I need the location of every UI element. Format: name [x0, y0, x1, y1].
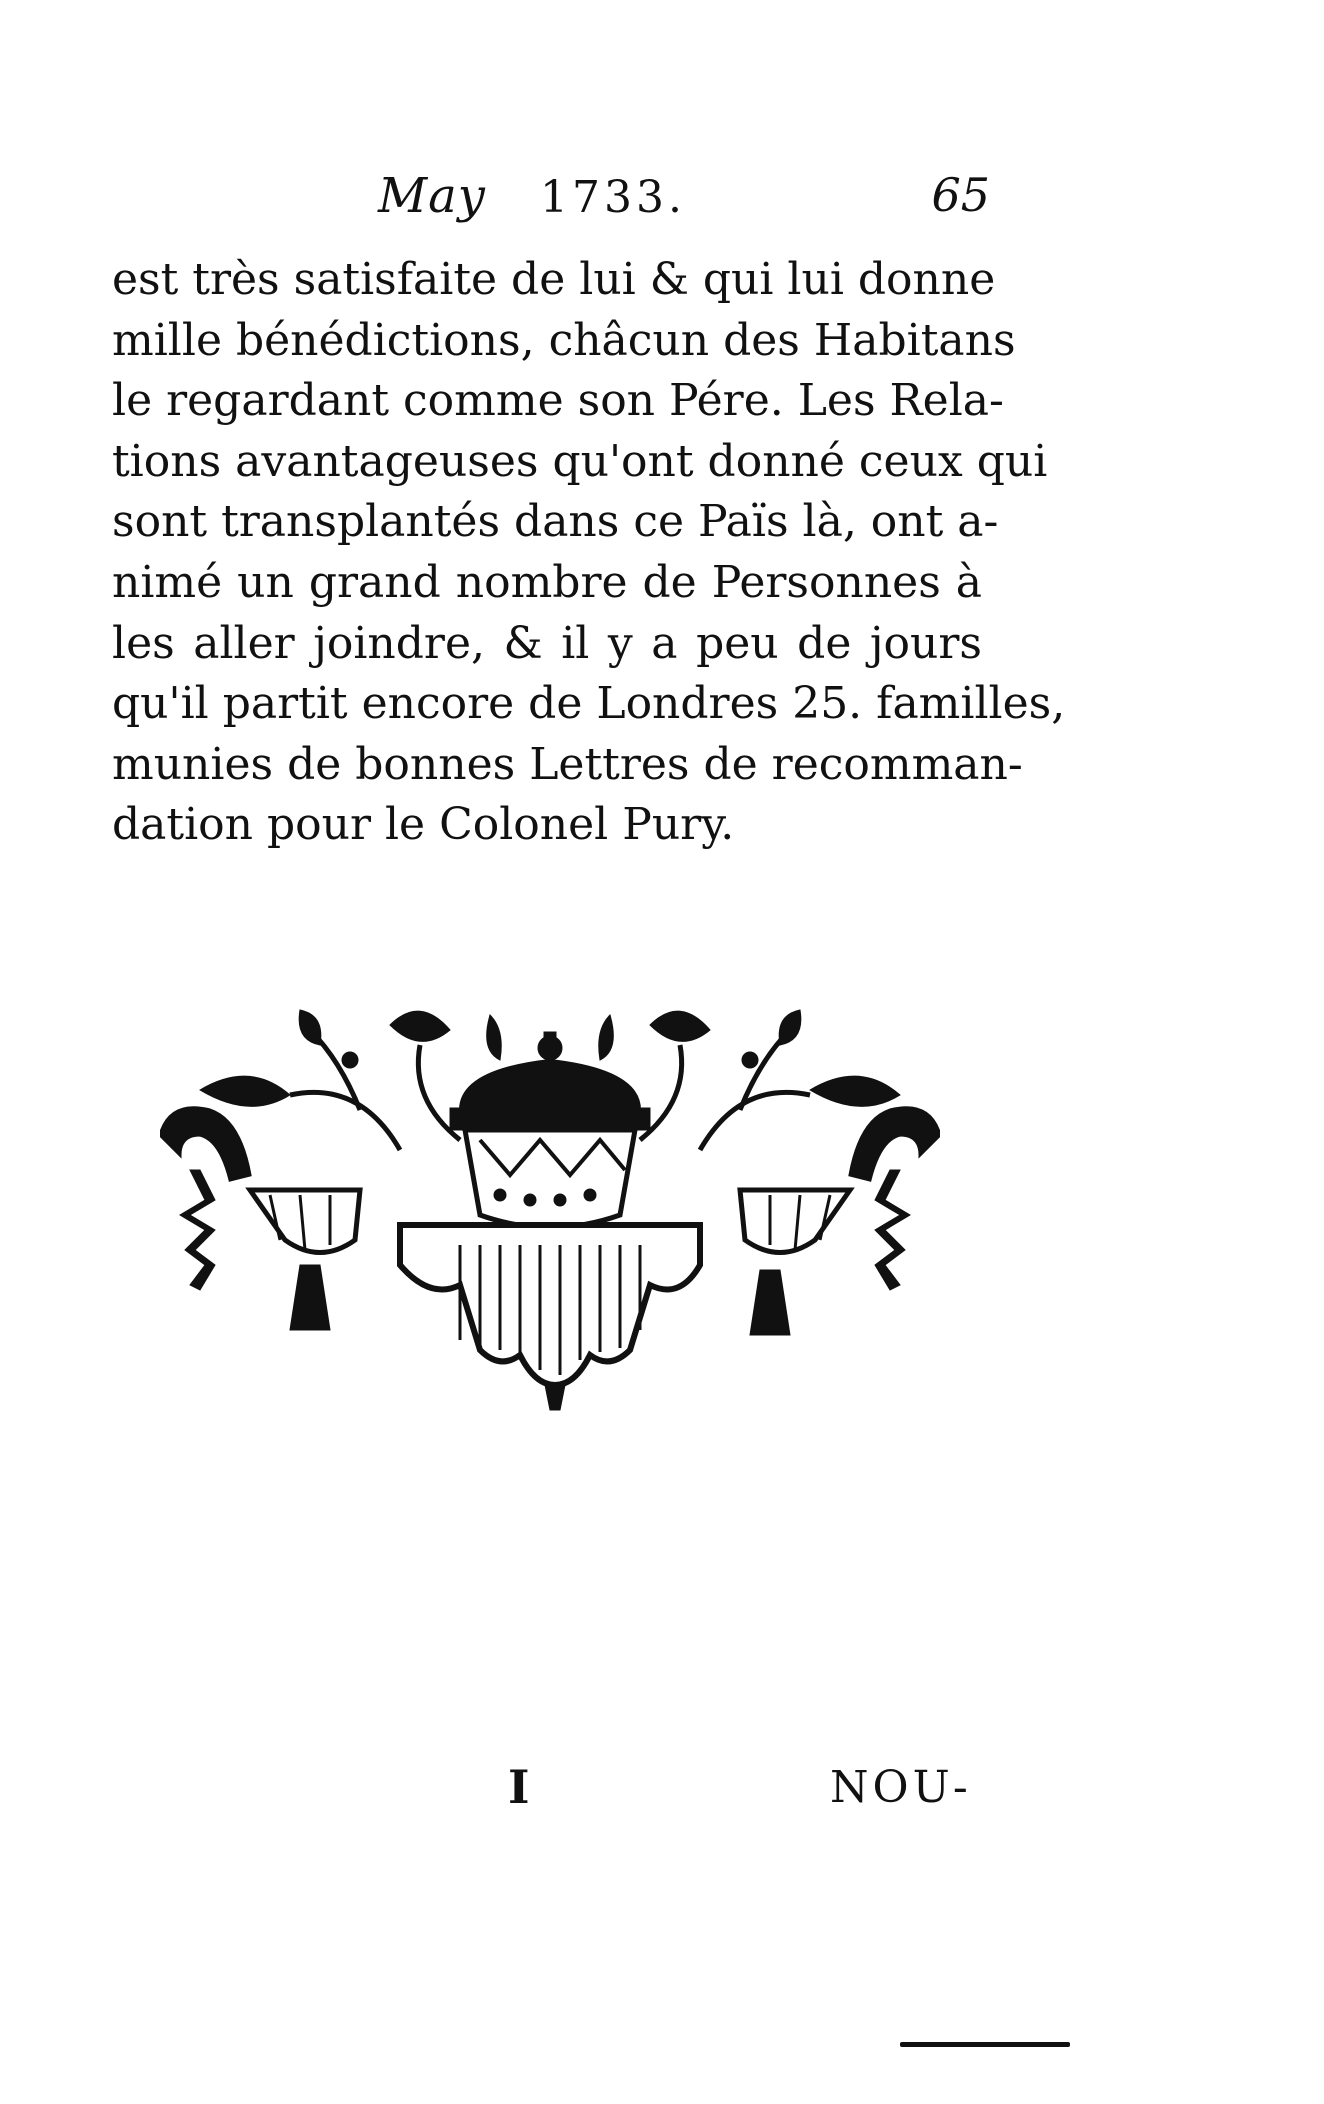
running-head-title: May: [378, 168, 486, 224]
text-line: dation pour le Colonel Pury.: [112, 799, 735, 851]
text-line: qu'il partit encore de Londres 25. familles,: [112, 678, 1066, 730]
signature-mark: I: [508, 1760, 530, 1814]
text-line: tions avantageuses qu'ont donné ceux qui: [112, 435, 1048, 487]
text-line: munies de bonnes Lettres de recomman-: [112, 738, 1023, 790]
catchword: NOU-: [830, 1762, 972, 1813]
page-number: 65: [931, 168, 990, 222]
text-line: les aller joindre, & il y a peu de jours: [112, 617, 982, 669]
body-paragraph: [112, 250, 1066, 856]
text-line: le regardant comme son Pére. Les Rela-: [112, 375, 1004, 427]
floral-crown-vignette-icon: [160, 1000, 940, 1500]
running-head-year: 1733.: [540, 172, 686, 223]
running-head: [110, 168, 990, 228]
text-line: sont transplantés dans ce Païs là, ont a-: [112, 496, 999, 548]
text-line: est très satisfaite de lui & qui lui donne: [112, 254, 996, 305]
bottom-rule: [900, 2042, 1070, 2047]
text-line: mille bénédictions, châcun des Habitans: [112, 314, 1016, 366]
text-line: nimé un grand nombre de Personnes à: [112, 556, 982, 608]
